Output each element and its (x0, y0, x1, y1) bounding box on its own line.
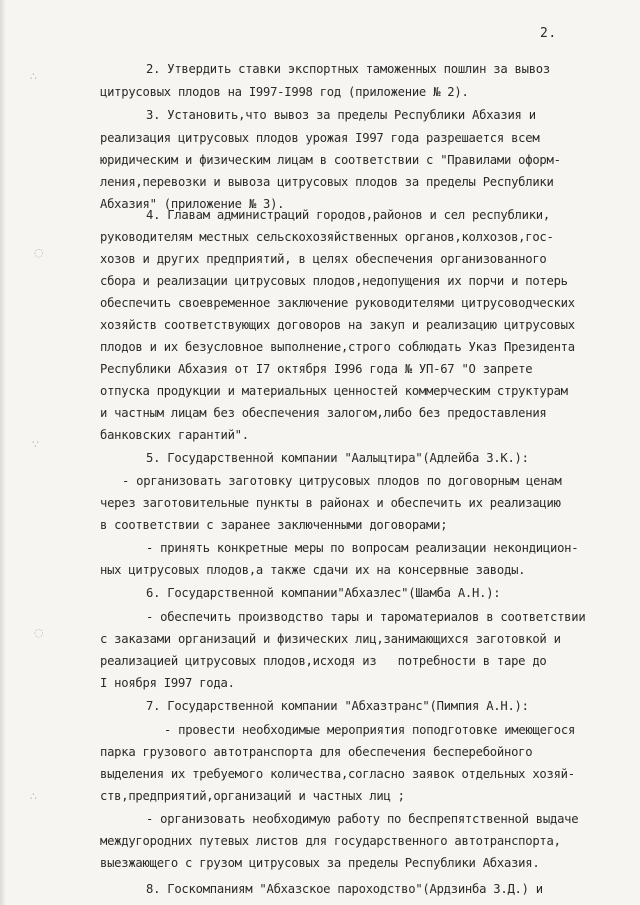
text-line: руководителям местных сельскохозяйственных органов,колхозов,гос- (100, 230, 554, 244)
text-line: 7. Государственной компании "Абхазтранс"(Пимпия А.Н.): (146, 699, 529, 713)
text-line: I ноября I997 года. (100, 676, 235, 690)
text-line: отпуска продукции и материальных ценностей коммерческим структурам (100, 384, 568, 398)
text-line: выезжающего с грузом цитрусовых за пределы Республики Абхазия. (100, 856, 540, 870)
text-line: банковских гарантий". (100, 428, 249, 442)
text-line: 2. Утвердить ставки экспортных таможенных пошлин за вывоз (146, 62, 550, 76)
text-line: хозов и других предприятий, в целях обеспечения организованного (100, 252, 547, 266)
text-line: - принять конкретные меры по вопросам реализации некондицион- (146, 541, 579, 555)
text-line: через заготовительные пункты в районах и обеспечить их реализацию (100, 496, 561, 510)
hole-punch-mark: ∴ (30, 790, 37, 803)
hole-punch-mark: ∴ (30, 70, 37, 83)
text-line: 8. Госкомпаниям "Абхазское пароходство"(Ардзинба З.Д.) и (146, 882, 543, 896)
text-line: - организовать необходимую работу по беспрепятственной выдаче (146, 812, 579, 826)
text-line: цитрусовых плодов на I997-I998 год (приложение № 2). (100, 85, 469, 99)
text-line: - организовать заготовку цитрусовых плодов по договорным ценам (122, 474, 562, 488)
text-line: с заказами организаций и физических лиц,занимающихся заготовкой и (100, 632, 561, 646)
hole-punch-mark: ∵ (32, 438, 39, 451)
text-line: и частным лицам без обеспечения залогом,либо без предоставления (100, 406, 547, 420)
text-line: обеспечить своевременное заключение руководителями цитрусоводческих (100, 296, 575, 310)
text-line: ств,предприятий,организаций и частных лиц ; (100, 789, 405, 803)
text-line: выделения их требуемого количества,согласно заявок отдельных хозяй- (100, 767, 575, 781)
text-line: реализацией цитрусовых плодов,исходя из потребности в таре до (100, 654, 547, 668)
hole-punch-mark: ◌ (34, 246, 44, 259)
text-line: - обеспечить производство тары и тароматериалов в соответствии (146, 610, 586, 624)
text-line: плодов и их безусловное выполнение,строго соблюдать Указ Президента (100, 340, 575, 354)
text-line: 4. Главам администраций городов,районов и сел республики, (146, 208, 550, 222)
text-line: 6. Государственной компании"Абхазлес"(Шамба А.Н.): (146, 586, 501, 600)
hole-punch-mark: ◌ (34, 626, 44, 639)
text-line: ных цитрусовых плодов,а также сдачи их на консервные заводы. (100, 563, 526, 577)
text-line: в соответствии с заранее заключенными договорами; (100, 518, 448, 532)
text-line: сбора и реализации цитрусовых плодов,недопущения их порчи и потерь (100, 274, 568, 288)
text-line: 3. Установить,что вывоз за пределы Республики Абхазия и (146, 108, 536, 122)
text-line: междугородних путевых листов для государственного автотранспорта, (100, 834, 561, 848)
text-line: Абхазия" (приложение № 3). (100, 197, 285, 211)
text-line: реализация цитрусовых плодов урожая I997 года разрешается всем (100, 131, 540, 145)
text-line: парка грузового автотранспорта для обеспечения бесперебойного (100, 745, 533, 759)
text-line: 5. Государственной компании "Аалыцтира"(Адлейба З.К.): (146, 451, 529, 465)
page-number: 2. (540, 26, 557, 41)
text-line: - провести необходимые мероприятия поподготовке имеющегося (164, 723, 576, 737)
text-line: ления,перевозки и вывоза цитрусовых плодов за пределы Республики (100, 175, 554, 189)
text-line: юридическим и физическим лицам в соответствии с "Правилами оформ- (100, 153, 561, 167)
text-line: Республики Абхазия от I7 октября I996 года № УП-67 "О запрете (100, 362, 533, 376)
text-line: хозяйств соответствующих договоров на закуп и реализацию цитрусовых (100, 318, 575, 332)
